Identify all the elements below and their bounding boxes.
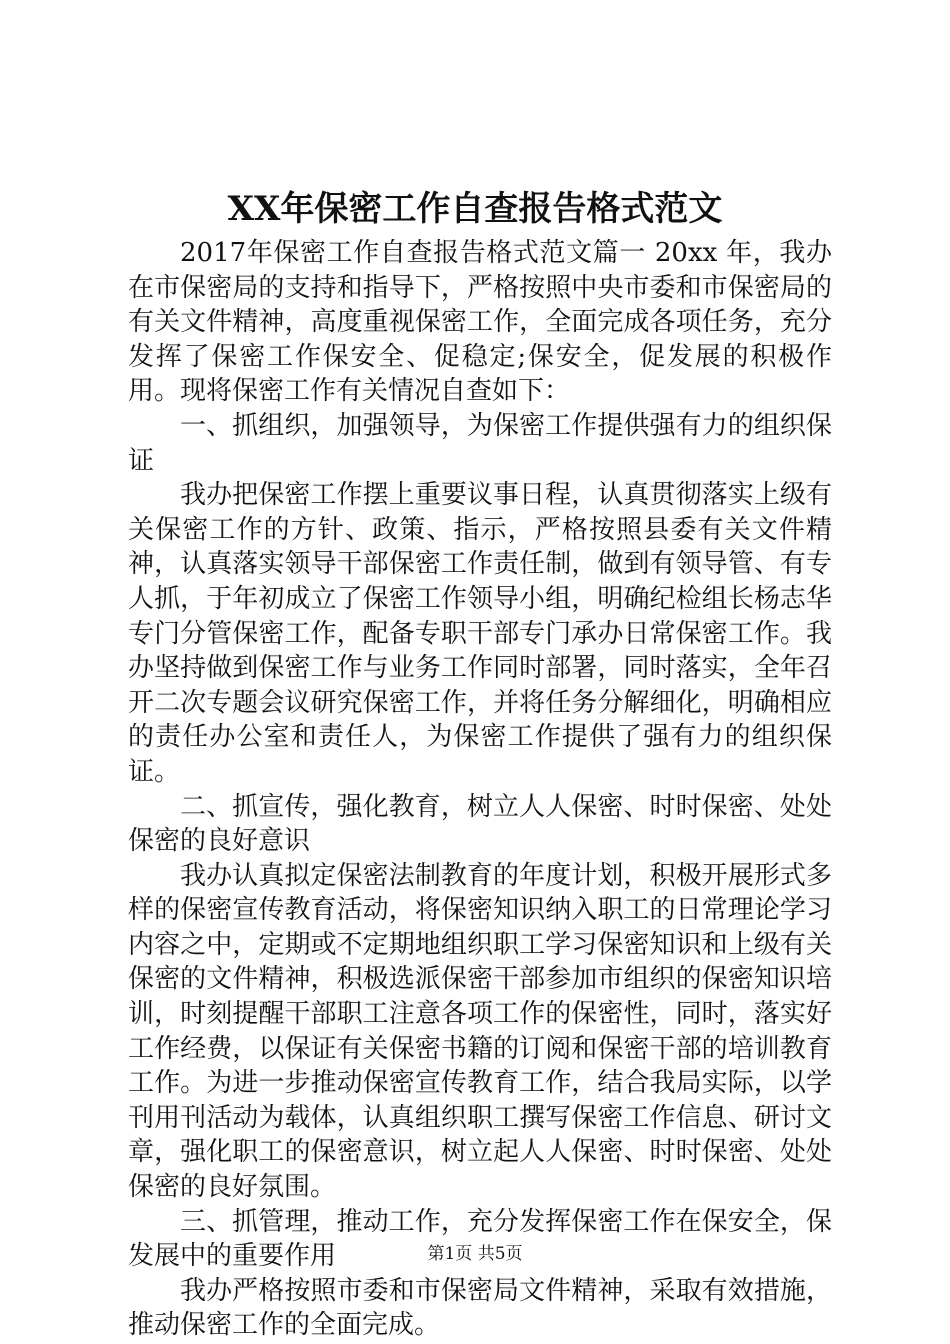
section-heading-1: 一、抓组织，加强领导，为保密工作提供强有力的组织保证 [128, 410, 832, 476]
section-heading-3: 三、抓管理，推动工作，充分发挥保密工作在保安全，保发展中的重要作用 [128, 1206, 832, 1272]
paragraph-section-3: 我办严格按照市委和市保密局文件精神，采取有效措施，推动保密工作的全面完成。 [128, 1275, 832, 1341]
paragraph-section-1: 我办把保密工作摆上重要议事日程，认真贯彻落实上级有关保密工作的方针、政策、指示，严格按照县委有关文件精神，认真落实领导干部保密工作责任制，做到有领导管、有专人抓，于年初成立了保密工作领导小组，明确纪检组长杨志华专门分管保密工作，配备专职干部专门承办日常保密工作。我办坚持做到保密工作与业务工作同时部署，同时落实，全年召开二次专题会议研究保密工作，并将任务分解细化，明确相应的责任办公室和责任人，为保密工作提供了强有力的组织保证。 [128, 480, 832, 787]
section-heading-2: 二、抓宣传，强化教育，树立人人保密、时时保密、处处保密的良好意识 [128, 791, 832, 857]
page-footer: 第1页 共5页 [427, 1244, 523, 1264]
paragraph-section-2: 我办认真拟定保密法制教育的年度计划，积极开展形式多样的保密宣传教育活动，将保密知识纳入职工的日常理论学习内容之中，定期或不定期地组织职工学习保密知识和上级有关保密的文件精神，积极选派保密干部参加市组织的保密知识培训，时刻提醒干部职工注意各项工作的保密性，同时，落实好工作经费，以保证有关保密书籍的订阅和保密干部的培训教育工作。为进一步推动保密宣传教育工作，结合我局实际，以学刊用刊活动为载体，认真组织职工撰写保密工作信息、研讨文章，强化职工的保密意识，树立起人人保密、时时保密、处处保密的良好氛围。 [128, 860, 832, 1203]
paragraph-intro: 2017年保密工作自查报告格式范文篇一 20xx 年，我办在市保密局的支持和指导下，严格按照中央市委和市保密局的有关文件精神，高度重视保密工作，全面完成各项任务，充分发挥了保密工作保安全、促稳定;保安全，促发展的积极作用。现将保密工作有关情况自查如下： [128, 238, 832, 407]
document-title: XX年保密工作自查报告格式范文 [227, 189, 723, 229]
document-body [128, 236, 832, 1343]
